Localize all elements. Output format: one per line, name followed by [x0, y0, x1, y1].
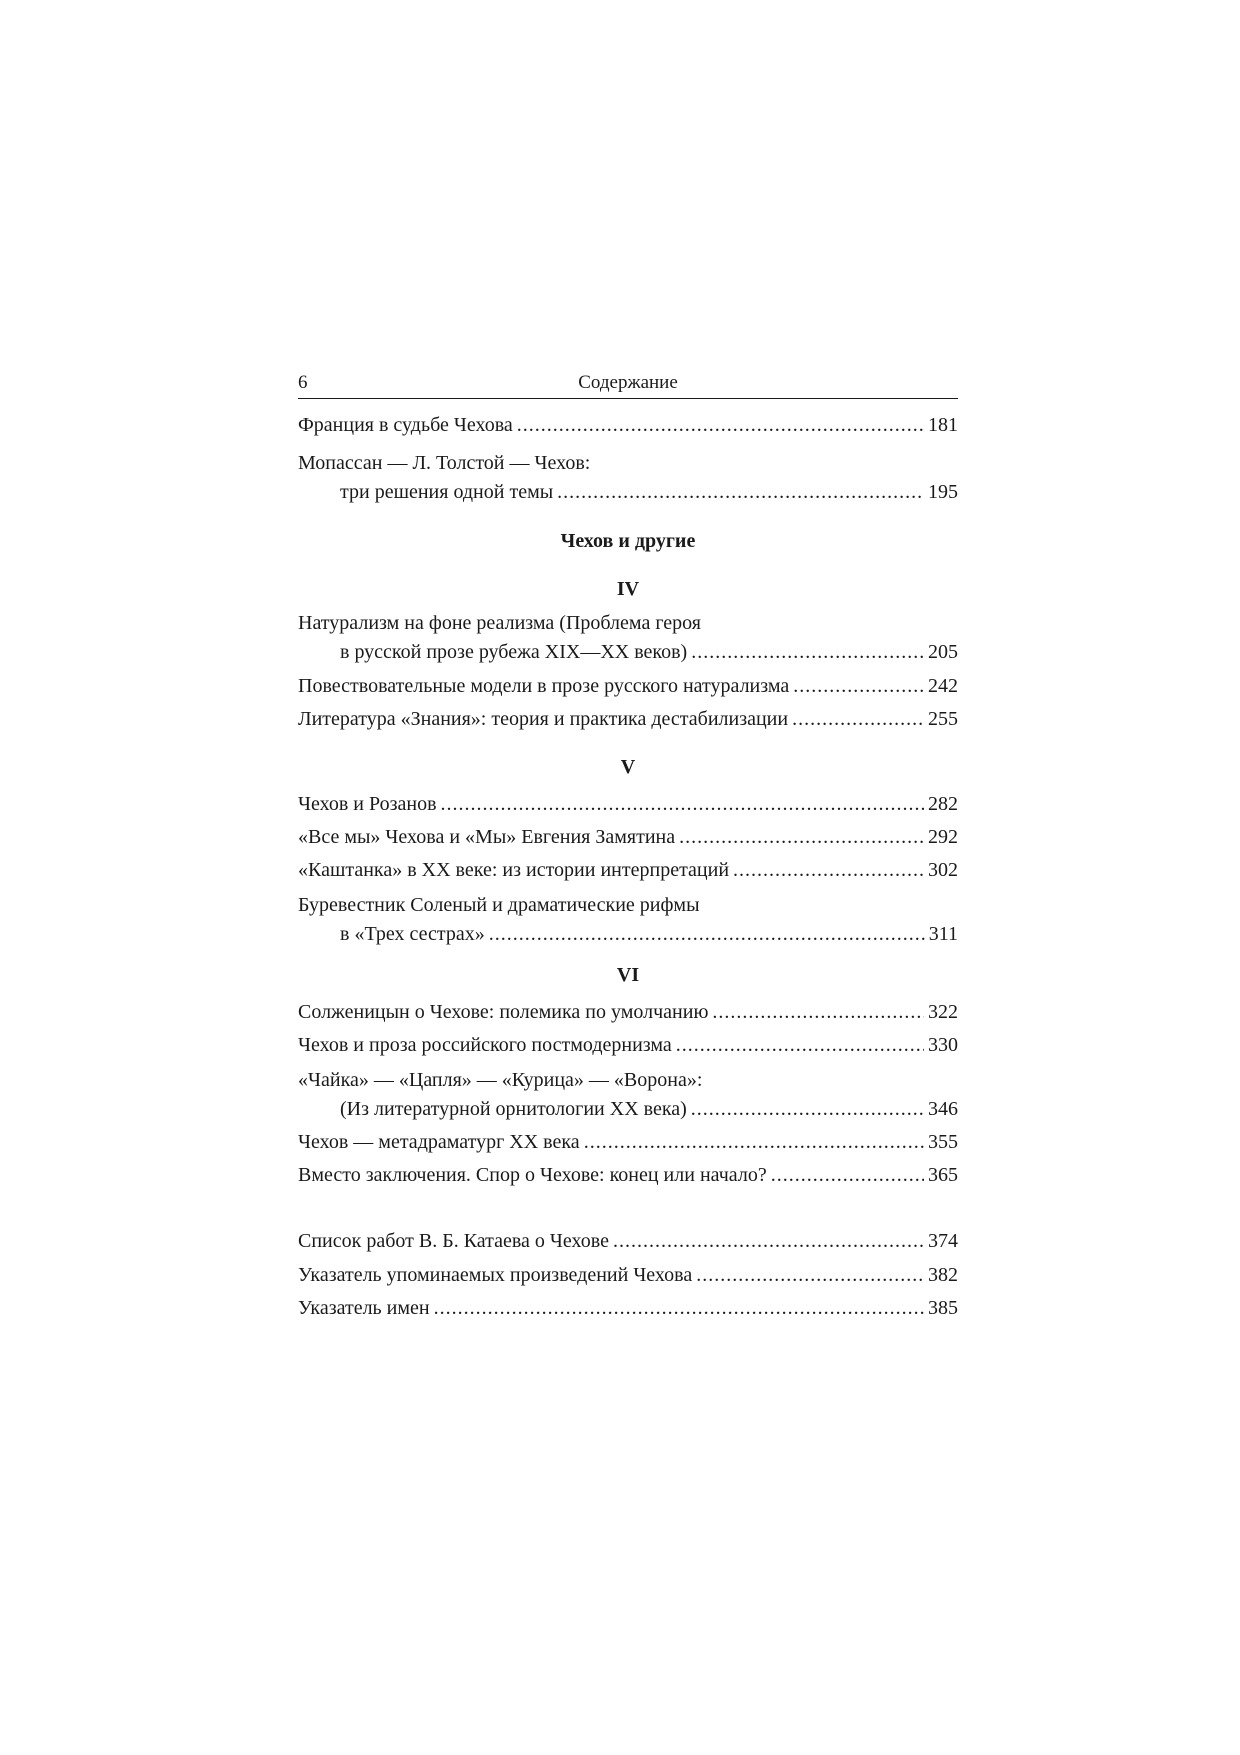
- leader-dots: [613, 1227, 924, 1256]
- toc-entry-title: Чехов — метадраматург XX века: [298, 1131, 580, 1153]
- running-title: Содержание: [578, 372, 678, 393]
- toc-entry-title: Чехов и проза российского постмодернизма: [298, 1034, 672, 1056]
- toc-entry-page: 181: [928, 414, 958, 436]
- toc-entry-title-line1: Мопассан — Л. Толстой — Чехов:: [298, 452, 591, 474]
- leader-dots: [584, 1128, 924, 1157]
- toc-entry: [298, 1161, 958, 1190]
- toc-entry-page: 385: [928, 1297, 958, 1319]
- toc-entry-title-line1: Натурализм на фоне реализма (Проблема героя: [298, 612, 701, 634]
- part-title: Чехов и другие: [560, 530, 696, 552]
- toc-entry-title: Список работ В. Б. Катаева о Чехове: [298, 1230, 609, 1252]
- leader-dots: [771, 1161, 924, 1190]
- toc-entry: [298, 1294, 958, 1323]
- toc-entry-page: 374: [928, 1230, 958, 1252]
- toc-entry-page: 330: [928, 1034, 958, 1056]
- toc-entry: [298, 1261, 958, 1290]
- toc-entry: [298, 449, 958, 507]
- toc-entry-title-line1: «Чайка» — «Цапля» — «Курица» — «Ворона»:: [298, 1069, 703, 1091]
- toc-entry-title: (Из литературной орнитологии XX века): [340, 1098, 687, 1120]
- leader-dots: [696, 1261, 924, 1290]
- toc-entry-page: 311: [928, 923, 958, 945]
- toc-entry: [298, 1066, 958, 1124]
- leader-dots: [441, 790, 924, 819]
- leader-dots: [679, 823, 924, 852]
- section-number: VI: [616, 964, 640, 986]
- leader-dots: [557, 478, 924, 507]
- toc-entry: [298, 411, 958, 440]
- leader-dots: [733, 856, 924, 885]
- running-head: [298, 364, 958, 399]
- toc-entry: [298, 998, 958, 1027]
- toc-entry-title: «Все мы» Чехова и «Мы» Евгения Замятина: [298, 826, 676, 848]
- toc-entry: [298, 672, 958, 701]
- toc-entry-page: 302: [928, 859, 958, 881]
- toc-entry: [298, 1227, 958, 1256]
- toc-entry-title: Чехов и Розанов: [298, 793, 437, 815]
- toc-entry-page: 346: [928, 1098, 958, 1120]
- leader-dots: [676, 1031, 924, 1060]
- toc-entry-page: 292: [928, 826, 958, 848]
- leader-dots: [489, 920, 925, 949]
- leader-dots: [434, 1294, 924, 1323]
- toc-entry-page: 255: [928, 708, 958, 730]
- toc-entry: [298, 823, 958, 852]
- toc-entry-title: Указатель упоминаемых произведений Чехова: [298, 1264, 693, 1286]
- toc-entry-title: Франция в судьбе Чехова: [298, 414, 513, 436]
- toc-entry-page: 355: [928, 1131, 958, 1153]
- toc-entry-page: 195: [928, 481, 958, 503]
- leader-dots: [517, 411, 924, 440]
- toc-entry-title: в русской прозе рубежа XIX—XX веков): [340, 641, 688, 663]
- toc-entry-page: 322: [928, 1001, 958, 1023]
- toc-entry: [298, 790, 958, 819]
- toc-entry: [298, 705, 958, 734]
- toc-entry-page: 365: [928, 1164, 958, 1186]
- toc-entry-title: Вместо заключения. Спор о Чехове: конец или начало?: [298, 1164, 767, 1186]
- toc-entry-title: Литература «Знания»: теория и практика дестабилизации: [298, 708, 789, 730]
- toc-entry: [298, 891, 958, 949]
- toc-entry-title-line1: Буревестник Соленый и драматические рифмы: [298, 894, 700, 916]
- toc-entry: [298, 856, 958, 885]
- toc-entry-page: 282: [928, 793, 958, 815]
- toc-entry-page: 382: [928, 1264, 958, 1286]
- section-number: IV: [616, 578, 640, 600]
- leader-dots: [691, 1095, 924, 1124]
- page-number: 6: [298, 372, 308, 393]
- toc-entry: [298, 1031, 958, 1060]
- toc-entry-title: три решения одной темы: [340, 481, 554, 503]
- toc-entry-title: Солженицын о Чехове: полемика по умолчанию: [298, 1001, 709, 1023]
- toc-entry-title: «Каштанка» в XX веке: из истории интерпретаций: [298, 859, 730, 881]
- toc-entry-title: Повествовательные модели в прозе русского натурализма: [298, 675, 790, 697]
- toc-entry: [298, 1128, 958, 1157]
- toc-entry-title: Указатель имен: [298, 1297, 430, 1319]
- leader-dots: [792, 705, 924, 734]
- toc-entry-title: в «Трех сестрах»: [340, 923, 485, 945]
- toc-entry-page: 205: [928, 641, 958, 663]
- toc-entry-page: 242: [928, 675, 958, 697]
- leader-dots: [712, 998, 924, 1027]
- leader-dots: [691, 638, 924, 667]
- leader-dots: [793, 672, 924, 701]
- section-number: V: [620, 756, 636, 778]
- toc-entry: [298, 609, 958, 667]
